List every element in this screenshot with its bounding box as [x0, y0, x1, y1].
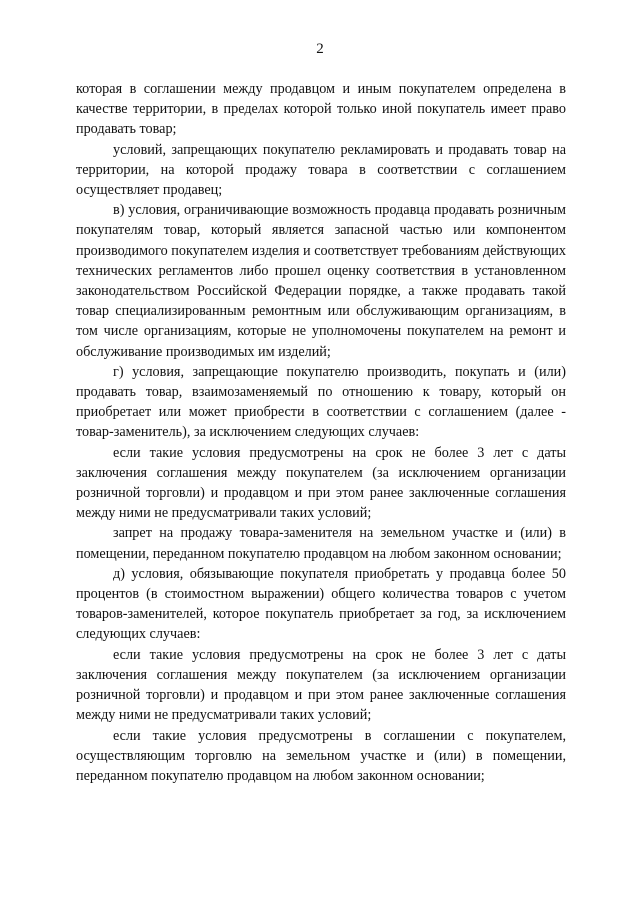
- page-number: 2: [316, 41, 324, 57]
- paragraph-item-g: г) условия, запрещающие покупателю производить, покупать и (или) продавать товар, взаимозаменяемый по отношению к товару, который он приобретает или может приобрести в соответствии с соглашением (далее - товар-заменитель), за исключением следующих случаев:: [76, 363, 566, 441]
- paragraph-continuation: которая в соглашении между продавцом и иным покупателем определена в качестве территории, в пределах которой только иной покупатель имеет право продавать товар;: [76, 81, 566, 138]
- paragraph-exception-term: если такие условия предусмотрены на срок не более 3 лет с даты заключения соглашения между покупателем (за исключением организации розничной торговли) и продавцом и при этом ранее заключенные соглашения между ними не предусматривали таких условий;: [76, 444, 566, 522]
- paragraph-item-v: в) условия, ограничивающие возможность продавца продавать розничным покупателям товар, который является запасной частью или компонентом производимого покупателем изделия и соответствует требованиям действующих технических регламентов либо прошел оценку соответствия в установленном законодательством Российской Федерации порядке, а также продавать такой товар специализированным ремонтным или обслуживающим организациям, в том числе организациям, которые не уполномочены покупателем на ремонт и обслуживание производимых им изделий;: [76, 202, 566, 360]
- paragraph-territory-advertising: условий, запрещающих покупателю рекламировать и продавать товар на территории, на которой продажу товара в соответствии с соглашением осуществляет продавец;: [76, 141, 566, 199]
- document-body: [76, 79, 566, 786]
- paragraph-exception-premises: если такие условия предусмотрены в соглашении с покупателем, осуществляющим торговлю на земельном участке и (или) в помещении, переданном покупателю продавцом на любом законном основании;: [76, 727, 566, 784]
- paragraph-exception-substitute-ban: запрет на продажу товара-заменителя на земельном участке и (или) в помещении, переданном покупателю продавцом на любом законном основании;: [76, 525, 566, 562]
- paragraph-exception-term-2: если такие условия предусмотрены на срок не более 3 лет с даты заключения соглашения между покупателем (за исключением организации розничной торговли) и продавцом и при этом ранее заключенные соглашения между ними не предусматривали таких условий;: [76, 646, 566, 724]
- paragraph-item-d: д) условия, обязывающие покупателя приобретать у продавца более 50 процентов (в стоимостном выражении) общего количества товаров с учетом товаров-заменителей, которое покупатель приобретает за год, за исключением следующих случаев:: [76, 565, 566, 643]
